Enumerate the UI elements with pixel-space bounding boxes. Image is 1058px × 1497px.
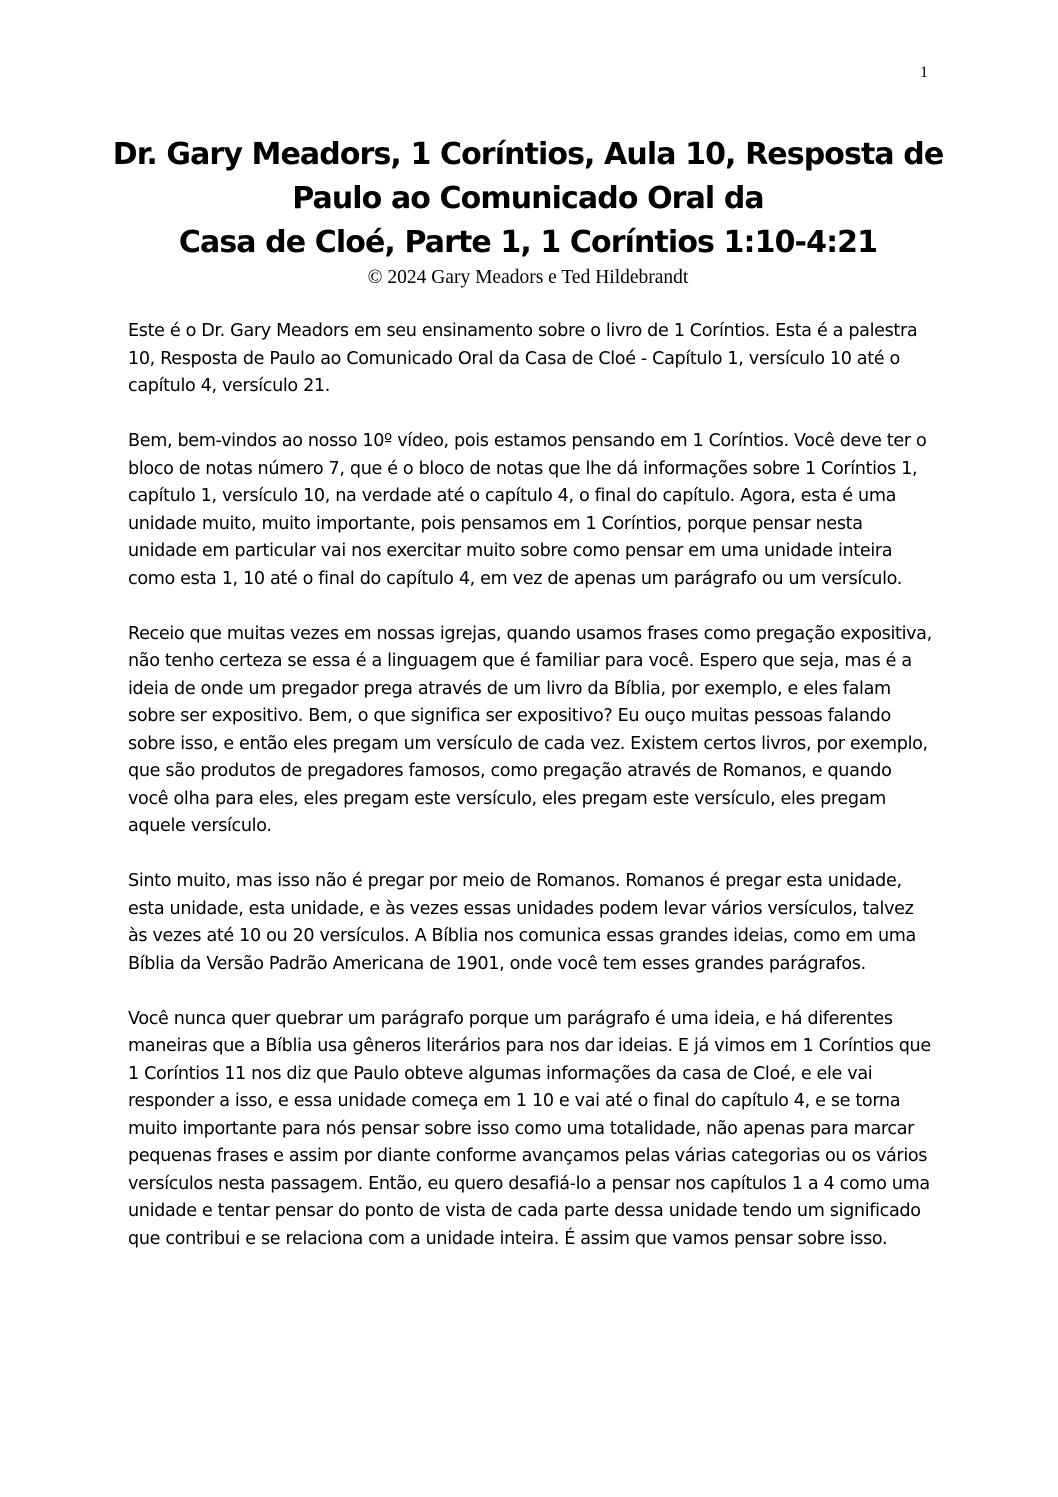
body-text xyxy=(128,318,936,1281)
document-title-line-2: Paulo ao Comunicado Oral da xyxy=(292,181,764,216)
title-block xyxy=(60,133,996,289)
document-title-line-3: Casa de Cloé, Parte 1, 1 Coríntios 1:10-4:21 xyxy=(178,225,878,260)
paragraph-3: Receio que muitas vezes em nossas igrejas, quando usamos frases como pregação expositiva, não tenho certeza se essa é a linguagem que é familiar para você. Espero que seja, mas é a ideia de onde um pregador prega através de um livro da Bíblia, por exemplo, e eles falam sobre ser expositivo. Bem, o que significa ser expositivo? Eu ouço muitas pessoas falando sobre isso, e então eles pregam um versículo de cada vez. Existem certos livros, por exemplo, que são produtos de pregadores famosos, como pregação através de Romanos, e quando você olha para eles, eles pregam este versículo, eles pregam este versículo, eles pregam aquele versículo. xyxy=(128,623,932,836)
page-number: 1 xyxy=(920,64,928,81)
paragraph-4: Sinto muito, mas isso não é pregar por meio de Romanos. Romanos é pregar esta unidade, esta unidade, esta unidade, e às vezes essas unidades podem levar vários versículos, talvez às vezes até 10 ou 20 versículos. A Bíblia nos comunica essas grandes ideias, como em uma Bíblia da Versão Padrão Americana de 1901, onde você tem esses grandes parágrafos. xyxy=(128,871,916,974)
document-title-line-1: Dr. Gary Meadors, 1 Coríntios, Aula 10, Resposta de xyxy=(112,137,944,172)
copyright-notice: © 2024 Gary Meadors e Ted Hildebrandt xyxy=(367,267,689,288)
paragraph-5: Você nunca quer quebrar um parágrafo porque um parágrafo é uma ideia, e há diferentes maneiras que a Bíblia usa gêneros literários para nos dar ideias. E já vimos em 1 Coríntios que 1 Coríntios 11 nos diz que Paulo obteve algumas informações da casa de Cloé, e ele vai responder a isso, e essa unidade começa em 1 10 e vai até o final do capítulo 4, e se torna muito importante para nós pensar sobre isso como uma totalidade, não apenas para marcar pequenas frases e assim por diante conforme avançamos pelas várias categorias ou os vários versículos nesta passagem. Então, eu quero desafiá-lo a pensar nos capítulos 1 a 4 como uma unidade e tentar pensar do ponto de vista de cada parte dessa unidade tendo um significado que contribui e se relaciona com a unidade inteira. É assim que vamos pensar sobre isso. xyxy=(128,1008,931,1249)
paragraph-2: Bem, bem-vindos ao nosso 10º vídeo, pois estamos pensando em 1 Coríntios. Você deve ter o bloco de notas número 7, que é o bloco de notas que lhe dá informações sobre 1 Coríntios 1, capítulo 1, versículo 10, na verdade até o capítulo 4, o final do capítulo. Agora, esta é uma unidade muito, muito importante, pois pensamos em 1 Coríntios, porque pensar nesta unidade em particular vai nos exercitar muito sobre como pensar em uma unidade inteira como esta 1, 10 até o final do capítulo 4, em vez de apenas um parágrafo ou um versículo. xyxy=(128,431,927,589)
paragraph-1: Este é o Dr. Gary Meadors em seu ensinamento sobre o livro de 1 Coríntios. Esta é a palestra 10, Resposta de Paulo ao Comunicado Oral da Casa de Cloé - Capítulo 1, versículo 10 até o capítulo 4, versículo 21. xyxy=(128,321,918,396)
